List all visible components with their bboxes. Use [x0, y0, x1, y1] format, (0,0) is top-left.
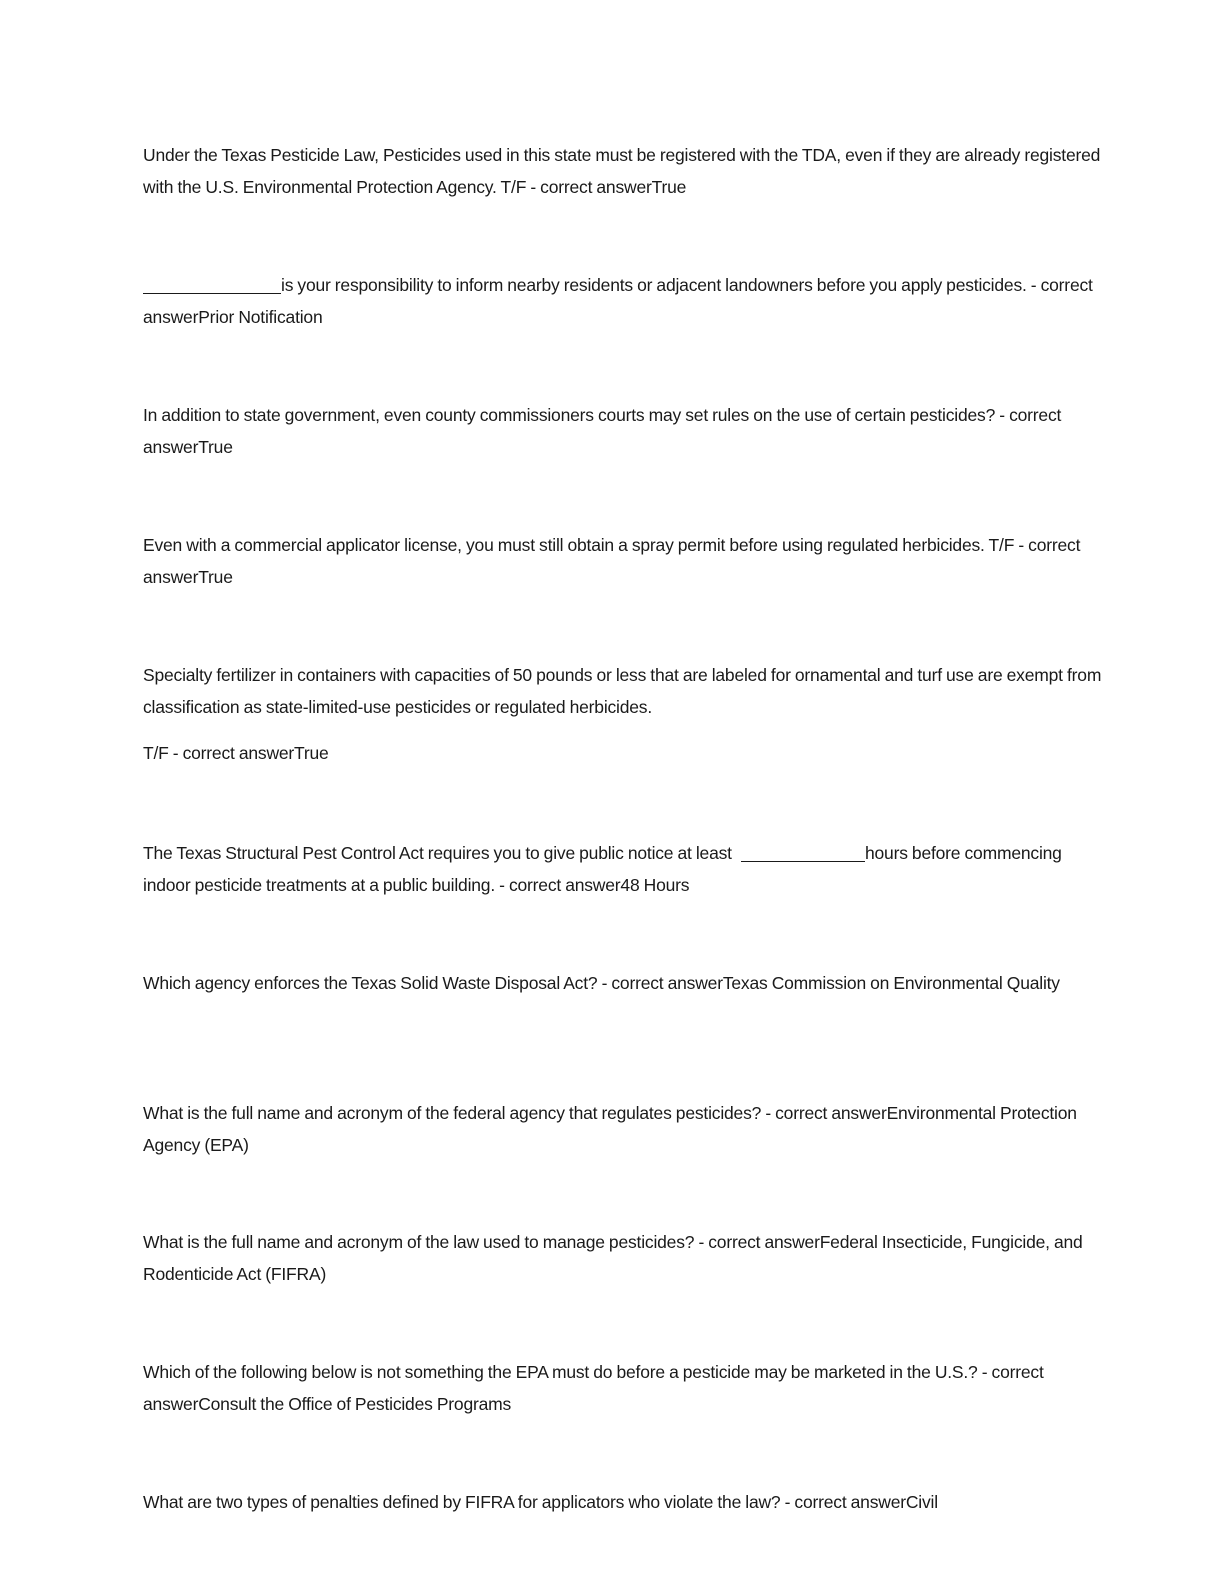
qa-item-4 [143, 529, 1108, 593]
qa-text: Which agency enforces the Texas Solid Waste Disposal Act? - correct answerTexas Commission on Environmental Quality [143, 973, 1060, 993]
qa-item-8 [143, 1097, 1108, 1161]
qa-item-7 [143, 967, 1108, 999]
qa-text: Even with a commercial applicator license, you must still obtain a spray permit before using regulated herbicides. T/F - correct answerTrue [143, 535, 1081, 587]
qa-text-before-blank: The Texas Structural Pest Control Act requires you to give public notice at least [143, 843, 736, 863]
qa-item-6 [143, 837, 1108, 901]
qa-item-9 [143, 1226, 1108, 1290]
qa-text: Specialty fertilizer in containers with capacities of 50 pounds or less that are labeled for ornamental and turf use are exempt from classification as state-limited-use pesticides or regulated herbicides. [143, 665, 1102, 717]
qa-text [143, 837, 1108, 901]
qa-item-2 [143, 269, 1108, 333]
qa-text [143, 269, 1108, 333]
fill-in-blank [741, 843, 865, 862]
qa-item-3 [143, 399, 1108, 463]
qa-text: Which of the following below is not something the EPA must do before a pesticide may be marketed in the U.S.? - correct answerConsult the Office of Pesticides Programs [143, 1362, 1044, 1414]
qa-item-11 [143, 1486, 1108, 1518]
qa-answer-line: T/F - correct answerTrue [143, 743, 329, 763]
qa-text: What are two types of penalties defined by FIFRA for applicators who violate the law? - correct answerCivil [143, 1492, 938, 1512]
qa-item-5 [143, 659, 1108, 769]
qa-text: In addition to state government, even county commissioners courts may set rules on the use of certain pesticides? - correct answerTrue [143, 405, 1062, 457]
qa-text: What is the full name and acronym of the law used to manage pesticides? - correct answerFederal Insecticide, Fungicide, and Rodenticide Act (FIFRA) [143, 1232, 1083, 1284]
qa-text: Under the Texas Pesticide Law, Pesticides used in this state must be registered with the TDA, even if they are already registered with the U.S. Environmental Protection Agency. T/F - correct answerTrue [143, 145, 1101, 197]
qa-text-after-blank: is your responsibility to inform nearby residents or adjacent landowners before you apply pesticides. - correct answerPrior Notification [143, 275, 1093, 327]
qa-text: What is the full name and acronym of the federal agency that regulates pesticides? - correct answerEnvironmental Protection Agency (EPA) [143, 1103, 1077, 1155]
qa-item-10 [143, 1356, 1108, 1420]
qa-text-after-blank: hours before commencing indoor pesticide treatments at a public building. - correct answer48 Hours [143, 843, 1062, 895]
qa-item-1 [143, 139, 1108, 203]
fill-in-blank [143, 275, 281, 294]
